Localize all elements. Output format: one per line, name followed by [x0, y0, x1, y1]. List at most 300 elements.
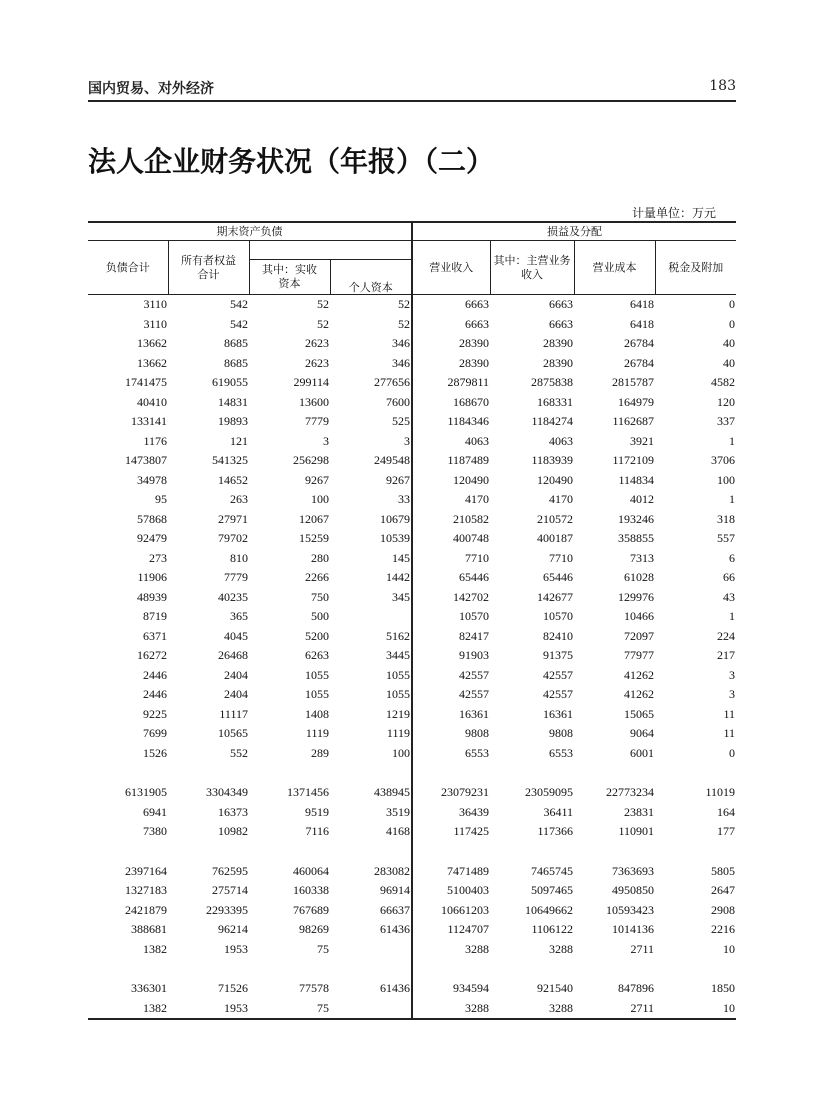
cell-equity: 542 — [230, 316, 248, 331]
table-row — [88, 334, 736, 354]
cell-cost: 72097 — [624, 628, 654, 643]
cell-equity: 263 — [230, 492, 248, 507]
cell-taxes: 10 — [723, 1000, 735, 1015]
cell-paid-in: 460064 — [293, 863, 329, 878]
cell-cost: 15065 — [624, 706, 654, 721]
table-row — [88, 607, 736, 627]
table-row — [88, 432, 736, 452]
cell-main-revenue: 7465745 — [531, 863, 573, 878]
cell-cost: 61028 — [624, 570, 654, 585]
table-row — [88, 783, 736, 803]
col-cost — [574, 241, 655, 295]
group-header-assets: 期末资产负债 — [88, 222, 412, 241]
cell-equity: 2404 — [224, 687, 248, 702]
cell-personal-capital: 66637 — [330, 901, 412, 921]
financial-table — [88, 221, 736, 1020]
cell-main-revenue — [490, 763, 574, 783]
cell-liabilities — [88, 842, 168, 862]
cell-taxes: 0 — [729, 316, 735, 331]
cell-equity: 365 — [230, 609, 248, 624]
cell-equity: 27971 — [218, 511, 248, 526]
cell-cost: 41262 — [624, 667, 654, 682]
cell-main-revenue: 210572 — [537, 511, 573, 526]
cell-main-revenue: 28390 — [543, 336, 573, 351]
table-row — [88, 588, 736, 608]
cell-taxes: 11019 — [705, 785, 735, 800]
cell-taxes: 2216 — [711, 922, 735, 937]
cell-paid-in: 13600 — [299, 394, 329, 409]
cell-equity — [168, 842, 249, 862]
cell-paid-in: 2623 — [305, 336, 329, 351]
table-gap-row — [88, 959, 736, 979]
cell-taxes: 2647 — [711, 883, 735, 898]
cell-liabilities: 6941 — [143, 804, 167, 819]
cell-taxes: 120 — [717, 394, 735, 409]
cell-taxes: 66 — [723, 570, 735, 585]
cell-revenue: 28390 — [459, 355, 489, 370]
cell-liabilities: 16272 — [137, 648, 167, 663]
col-paid-in-spacer — [249, 241, 412, 260]
cell-equity: 1953 — [224, 1000, 248, 1015]
cell-liabilities: 1473807 — [125, 453, 167, 468]
cell-revenue: 10570 — [459, 609, 489, 624]
cell-paid-in: 1055 — [305, 687, 329, 702]
cell-cost: 3921 — [630, 433, 654, 448]
cell-revenue: 1184346 — [447, 414, 489, 429]
cell-revenue: 7471489 — [447, 863, 489, 878]
running-header — [88, 76, 736, 102]
cell-cost: 6001 — [630, 745, 654, 760]
cell-taxes: 318 — [717, 511, 735, 526]
cell-revenue: 23079231 — [441, 785, 489, 800]
table-row — [88, 666, 736, 686]
cell-main-revenue: 142677 — [537, 589, 573, 604]
cell-paid-in: 7116 — [305, 824, 329, 839]
cell-revenue: 10661203 — [441, 902, 489, 917]
cell-main-revenue: 16361 — [543, 706, 573, 721]
cell-equity: 19893 — [218, 414, 248, 429]
col-revenue-label: 营业收入 — [429, 261, 474, 274]
table-row — [88, 862, 736, 882]
cell-main-revenue: 7710 — [549, 550, 573, 565]
table-row — [88, 510, 736, 530]
cell-taxes: 0 — [729, 745, 735, 760]
cell-equity: 275714 — [212, 883, 248, 898]
cell-main-revenue: 3288 — [549, 1000, 573, 1015]
table-row — [88, 451, 736, 471]
cell-equity: 1953 — [224, 941, 248, 956]
cell-main-revenue: 6663 — [549, 297, 573, 312]
cell-equity: 96214 — [218, 922, 248, 937]
cell-personal-capital: 61436 — [330, 920, 412, 940]
cell-cost: 6418 — [630, 316, 654, 331]
cell-main-revenue — [490, 842, 574, 862]
cell-paid-in: 160338 — [293, 883, 329, 898]
cell-paid-in: 9519 — [305, 804, 329, 819]
cell-equity: 4045 — [224, 628, 248, 643]
cell-paid-in: 1371456 — [287, 785, 329, 800]
cell-cost: 10466 — [624, 609, 654, 624]
cell-paid-in: 15259 — [299, 531, 329, 546]
cell-revenue: 9808 — [465, 726, 489, 741]
cell-paid-in: 2623 — [305, 355, 329, 370]
table-row — [88, 412, 736, 432]
cell-equity: 2404 — [224, 667, 248, 682]
cell-main-revenue: 168331 — [537, 394, 573, 409]
cell-liabilities: 2397164 — [125, 863, 167, 878]
cell-revenue: 120490 — [453, 472, 489, 487]
cell-main-revenue: 10570 — [543, 609, 573, 624]
table-row — [88, 568, 736, 588]
cell-revenue: 3288 — [465, 1000, 489, 1015]
cell-taxes: 100 — [717, 472, 735, 487]
cell-personal-capital — [330, 940, 412, 960]
cell-cost: 41262 — [624, 687, 654, 702]
cell-revenue: 5100403 — [447, 883, 489, 898]
cell-taxes: 1850 — [711, 981, 735, 996]
cell-liabilities: 1741475 — [125, 375, 167, 390]
cell-cost: 1162687 — [612, 414, 654, 429]
table-row — [88, 881, 736, 901]
cell-liabilities: 8719 — [143, 609, 167, 624]
cell-main-revenue: 42557 — [543, 667, 573, 682]
table-row — [88, 744, 736, 764]
cell-liabilities: 1327183 — [125, 883, 167, 898]
cell-main-revenue: 4063 — [549, 433, 573, 448]
table-bottom-rule — [88, 1018, 736, 1020]
cell-taxes: 217 — [717, 648, 735, 663]
cell-equity: 79702 — [218, 531, 248, 546]
table-row — [88, 685, 736, 705]
cell-equity: 762595 — [212, 863, 248, 878]
table-row — [88, 529, 736, 549]
cell-taxes: 3 — [729, 687, 735, 702]
cell-personal-capital: 52 — [330, 295, 412, 315]
cell-taxes: 0 — [729, 297, 735, 312]
cell-liabilities: 1526 — [143, 745, 167, 760]
cell-equity: 10982 — [218, 824, 248, 839]
cell-personal-capital: 1055 — [330, 666, 412, 686]
cell-taxes: 40 — [723, 336, 735, 351]
cell-cost: 23831 — [624, 804, 654, 819]
table-row — [88, 822, 736, 842]
unit-label: 计量单位：万元 — [631, 206, 716, 220]
cell-cost: 1172109 — [612, 453, 654, 468]
cell-equity: 810 — [230, 550, 248, 565]
cell-liabilities: 273 — [149, 550, 167, 565]
cell-paid-in: 280 — [311, 550, 329, 565]
cell-paid-in: 75 — [317, 1000, 329, 1015]
cell-cost: 9064 — [630, 726, 654, 741]
cell-paid-in — [249, 959, 330, 979]
cell-taxes: 43 — [723, 589, 735, 604]
cell-personal-capital: 7600 — [330, 393, 412, 413]
col-paid-in — [249, 260, 330, 295]
cell-revenue — [412, 959, 490, 979]
cell-liabilities: 2421879 — [125, 902, 167, 917]
cell-taxes: 177 — [717, 824, 735, 839]
cell-personal-capital: 96914 — [330, 881, 412, 901]
cell-equity: 541325 — [212, 453, 248, 468]
cell-equity: 26468 — [218, 648, 248, 663]
cell-revenue — [412, 842, 490, 862]
table-row — [88, 549, 736, 569]
cell-main-revenue: 1183939 — [531, 453, 573, 468]
cell-main-revenue: 10649662 — [525, 902, 573, 917]
cell-revenue: 3288 — [465, 941, 489, 956]
page-title: 法人企业财务状况（年报）（二） — [88, 145, 495, 178]
cell-cost: 22773234 — [606, 785, 654, 800]
cell-main-revenue: 91375 — [543, 648, 573, 663]
col-taxes-label: 税金及附加 — [668, 261, 724, 274]
col-main-revenue-label: 其中：主营业务收入 — [493, 253, 571, 281]
cell-revenue: 2879811 — [447, 375, 489, 390]
cell-liabilities: 34978 — [137, 472, 167, 487]
cell-liabilities: 7380 — [143, 824, 167, 839]
cell-paid-in: 2266 — [305, 570, 329, 585]
cell-revenue: 1124707 — [447, 922, 489, 937]
cell-liabilities: 1176 — [143, 433, 167, 448]
col-equity-label: 所有者权益合计 — [181, 253, 236, 281]
cell-main-revenue: 120490 — [537, 472, 573, 487]
cell-taxes: 6 — [729, 550, 735, 565]
cell-paid-in: 75 — [317, 941, 329, 956]
cell-personal-capital: 3445 — [330, 646, 412, 666]
cell-taxes: 1 — [729, 433, 735, 448]
cell-personal-capital: 1055 — [330, 685, 412, 705]
cell-revenue: 6663 — [465, 297, 489, 312]
cell-paid-in: 98269 — [299, 922, 329, 937]
cell-personal-capital: 10679 — [330, 510, 412, 530]
cell-main-revenue: 921540 — [537, 981, 573, 996]
table-row — [88, 295, 736, 315]
cell-liabilities: 57868 — [137, 511, 167, 526]
cell-cost — [574, 959, 655, 979]
cell-equity: 10565 — [218, 726, 248, 741]
table-row — [88, 803, 736, 823]
cell-paid-in: 12067 — [299, 511, 329, 526]
cell-cost: 847896 — [618, 981, 654, 996]
cell-personal-capital: 283082 — [330, 862, 412, 882]
cell-main-revenue: 65446 — [543, 570, 573, 585]
cell-taxes: 2908 — [711, 902, 735, 917]
cell-cost: 129976 — [618, 589, 654, 604]
cell-equity: 14652 — [218, 472, 248, 487]
cell-liabilities: 40410 — [137, 394, 167, 409]
cell-paid-in: 100 — [311, 492, 329, 507]
cell-revenue: 934594 — [453, 981, 489, 996]
cell-personal-capital: 346 — [330, 354, 412, 374]
cell-main-revenue: 1106122 — [531, 922, 573, 937]
cell-equity: 11117 — [219, 706, 248, 721]
cell-liabilities: 13662 — [137, 355, 167, 370]
cell-cost: 26784 — [624, 336, 654, 351]
cell-main-revenue: 2875838 — [531, 375, 573, 390]
cell-main-revenue: 1184274 — [531, 414, 573, 429]
cell-equity: 40235 — [218, 589, 248, 604]
cell-taxes: 164 — [717, 804, 735, 819]
cell-revenue: 168670 — [453, 394, 489, 409]
cell-revenue: 117425 — [453, 824, 489, 839]
table-row — [88, 646, 736, 666]
cell-liabilities: 1382 — [143, 941, 167, 956]
cell-main-revenue: 400187 — [537, 531, 573, 546]
cell-paid-in: 52 — [317, 297, 329, 312]
cell-personal-capital: 100 — [330, 744, 412, 764]
cell-liabilities: 6371 — [143, 628, 167, 643]
cell-personal-capital: 33 — [330, 490, 412, 510]
cell-taxes — [655, 959, 736, 979]
cell-liabilities: 3110 — [143, 316, 167, 331]
cell-revenue — [412, 763, 490, 783]
cell-cost: 110901 — [618, 824, 654, 839]
cell-equity: 121 — [230, 433, 248, 448]
cell-personal-capital — [330, 999, 412, 1019]
cell-main-revenue: 42557 — [543, 687, 573, 702]
cell-personal-capital: 346 — [330, 334, 412, 354]
table-row — [88, 393, 736, 413]
cell-paid-in: 767689 — [293, 902, 329, 917]
cell-liabilities: 2446 — [143, 687, 167, 702]
cell-personal-capital: 249548 — [330, 451, 412, 471]
col-personal-capital-label: 个人资本 — [348, 281, 393, 294]
cell-personal-capital: 1442 — [330, 568, 412, 588]
cell-cost: 4012 — [630, 492, 654, 507]
cell-revenue: 4063 — [465, 433, 489, 448]
table-gap-row — [88, 763, 736, 783]
cell-cost: 114834 — [618, 472, 654, 487]
cell-revenue: 6553 — [465, 745, 489, 760]
cell-taxes: 10 — [723, 941, 735, 956]
cell-cost: 164979 — [618, 394, 654, 409]
cell-liabilities: 3110 — [143, 297, 167, 312]
cell-liabilities: 336301 — [131, 981, 167, 996]
cell-personal-capital: 9267 — [330, 471, 412, 491]
cell-cost: 77977 — [624, 648, 654, 663]
cell-equity — [168, 763, 249, 783]
table-row — [88, 705, 736, 725]
cell-taxes: 337 — [717, 414, 735, 429]
cell-equity: 7779 — [224, 570, 248, 585]
table-row — [88, 724, 736, 744]
cell-paid-in: 9267 — [305, 472, 329, 487]
cell-main-revenue: 28390 — [543, 355, 573, 370]
col-personal-capital — [330, 260, 412, 295]
cell-cost: 6418 — [630, 297, 654, 312]
cell-paid-in: 1119 — [305, 726, 329, 741]
cell-main-revenue: 5097465 — [531, 883, 573, 898]
cell-taxes: 5805 — [711, 863, 735, 878]
cell-paid-in: 750 — [311, 589, 329, 604]
cell-cost: 7313 — [630, 550, 654, 565]
cell-main-revenue: 9808 — [549, 726, 573, 741]
cell-personal-capital — [330, 959, 412, 979]
cell-revenue: 65446 — [459, 570, 489, 585]
col-equity — [168, 241, 249, 295]
cell-personal-capital: 61436 — [330, 979, 412, 999]
cell-main-revenue: 117366 — [537, 824, 573, 839]
cell-revenue: 400748 — [453, 531, 489, 546]
cell-personal-capital: 10539 — [330, 529, 412, 549]
page-number: 183 — [709, 78, 736, 94]
cell-liabilities: 6131905 — [125, 785, 167, 800]
cell-personal-capital: 277656 — [330, 373, 412, 393]
cell-paid-in: 1408 — [305, 706, 329, 721]
cell-paid-in: 299114 — [293, 375, 329, 390]
cell-revenue: 4170 — [465, 492, 489, 507]
col-cost-label: 营业成本 — [592, 261, 637, 274]
cell-main-revenue: 6553 — [549, 745, 573, 760]
cell-main-revenue: 23059095 — [525, 785, 573, 800]
cell-cost: 2711 — [630, 941, 654, 956]
table-gap-row — [88, 842, 736, 862]
cell-personal-capital — [330, 607, 412, 627]
cell-paid-in: 7779 — [305, 414, 329, 429]
cell-cost: 10593423 — [606, 902, 654, 917]
cell-paid-in: 3 — [323, 433, 329, 448]
cell-taxes: 224 — [717, 628, 735, 643]
col-main-revenue — [490, 241, 574, 295]
cell-taxes: 557 — [717, 531, 735, 546]
section-title: 国内贸易、对外经济 — [88, 81, 214, 97]
cell-main-revenue: 82410 — [543, 628, 573, 643]
cell-taxes: 11 — [723, 706, 735, 721]
cell-personal-capital: 438945 — [330, 783, 412, 803]
cell-revenue: 1187489 — [447, 453, 489, 468]
cell-liabilities: 48939 — [137, 589, 167, 604]
col-liabilities-label: 负债合计 — [105, 261, 150, 274]
cell-revenue: 142702 — [453, 589, 489, 604]
cell-personal-capital: 3519 — [330, 803, 412, 823]
cell-equity: 552 — [230, 745, 248, 760]
cell-paid-in: 1055 — [305, 667, 329, 682]
cell-liabilities: 11906 — [137, 570, 167, 585]
col-taxes — [655, 241, 736, 295]
cell-equity: 542 — [230, 297, 248, 312]
table-row — [88, 901, 736, 921]
cell-paid-in: 289 — [311, 745, 329, 760]
cell-personal-capital: 52 — [330, 315, 412, 335]
cell-revenue: 16361 — [459, 706, 489, 721]
cell-liabilities — [88, 763, 168, 783]
cell-cost: 2815787 — [612, 375, 654, 390]
cell-revenue: 42557 — [459, 687, 489, 702]
cell-paid-in — [249, 842, 330, 862]
cell-liabilities: 1382 — [143, 1000, 167, 1015]
cell-taxes: 1 — [729, 609, 735, 624]
cell-personal-capital: 345 — [330, 588, 412, 608]
cell-revenue: 91903 — [459, 648, 489, 663]
cell-equity: 14831 — [218, 394, 248, 409]
cell-taxes: 3 — [729, 667, 735, 682]
cell-taxes: 40 — [723, 355, 735, 370]
cell-cost: 193246 — [618, 511, 654, 526]
cell-cost: 4950850 — [612, 883, 654, 898]
cell-paid-in: 256298 — [293, 453, 329, 468]
table-row — [88, 627, 736, 647]
cell-personal-capital: 145 — [330, 549, 412, 569]
table-row — [88, 999, 736, 1019]
cell-personal-capital: 4168 — [330, 822, 412, 842]
cell-revenue: 82417 — [459, 628, 489, 643]
col-revenue — [412, 241, 490, 295]
table-row — [88, 471, 736, 491]
cell-equity: 2293395 — [206, 902, 248, 917]
cell-personal-capital — [330, 842, 412, 862]
cell-personal-capital: 1219 — [330, 705, 412, 725]
col-liabilities — [88, 241, 168, 295]
cell-paid-in: 6263 — [305, 648, 329, 663]
